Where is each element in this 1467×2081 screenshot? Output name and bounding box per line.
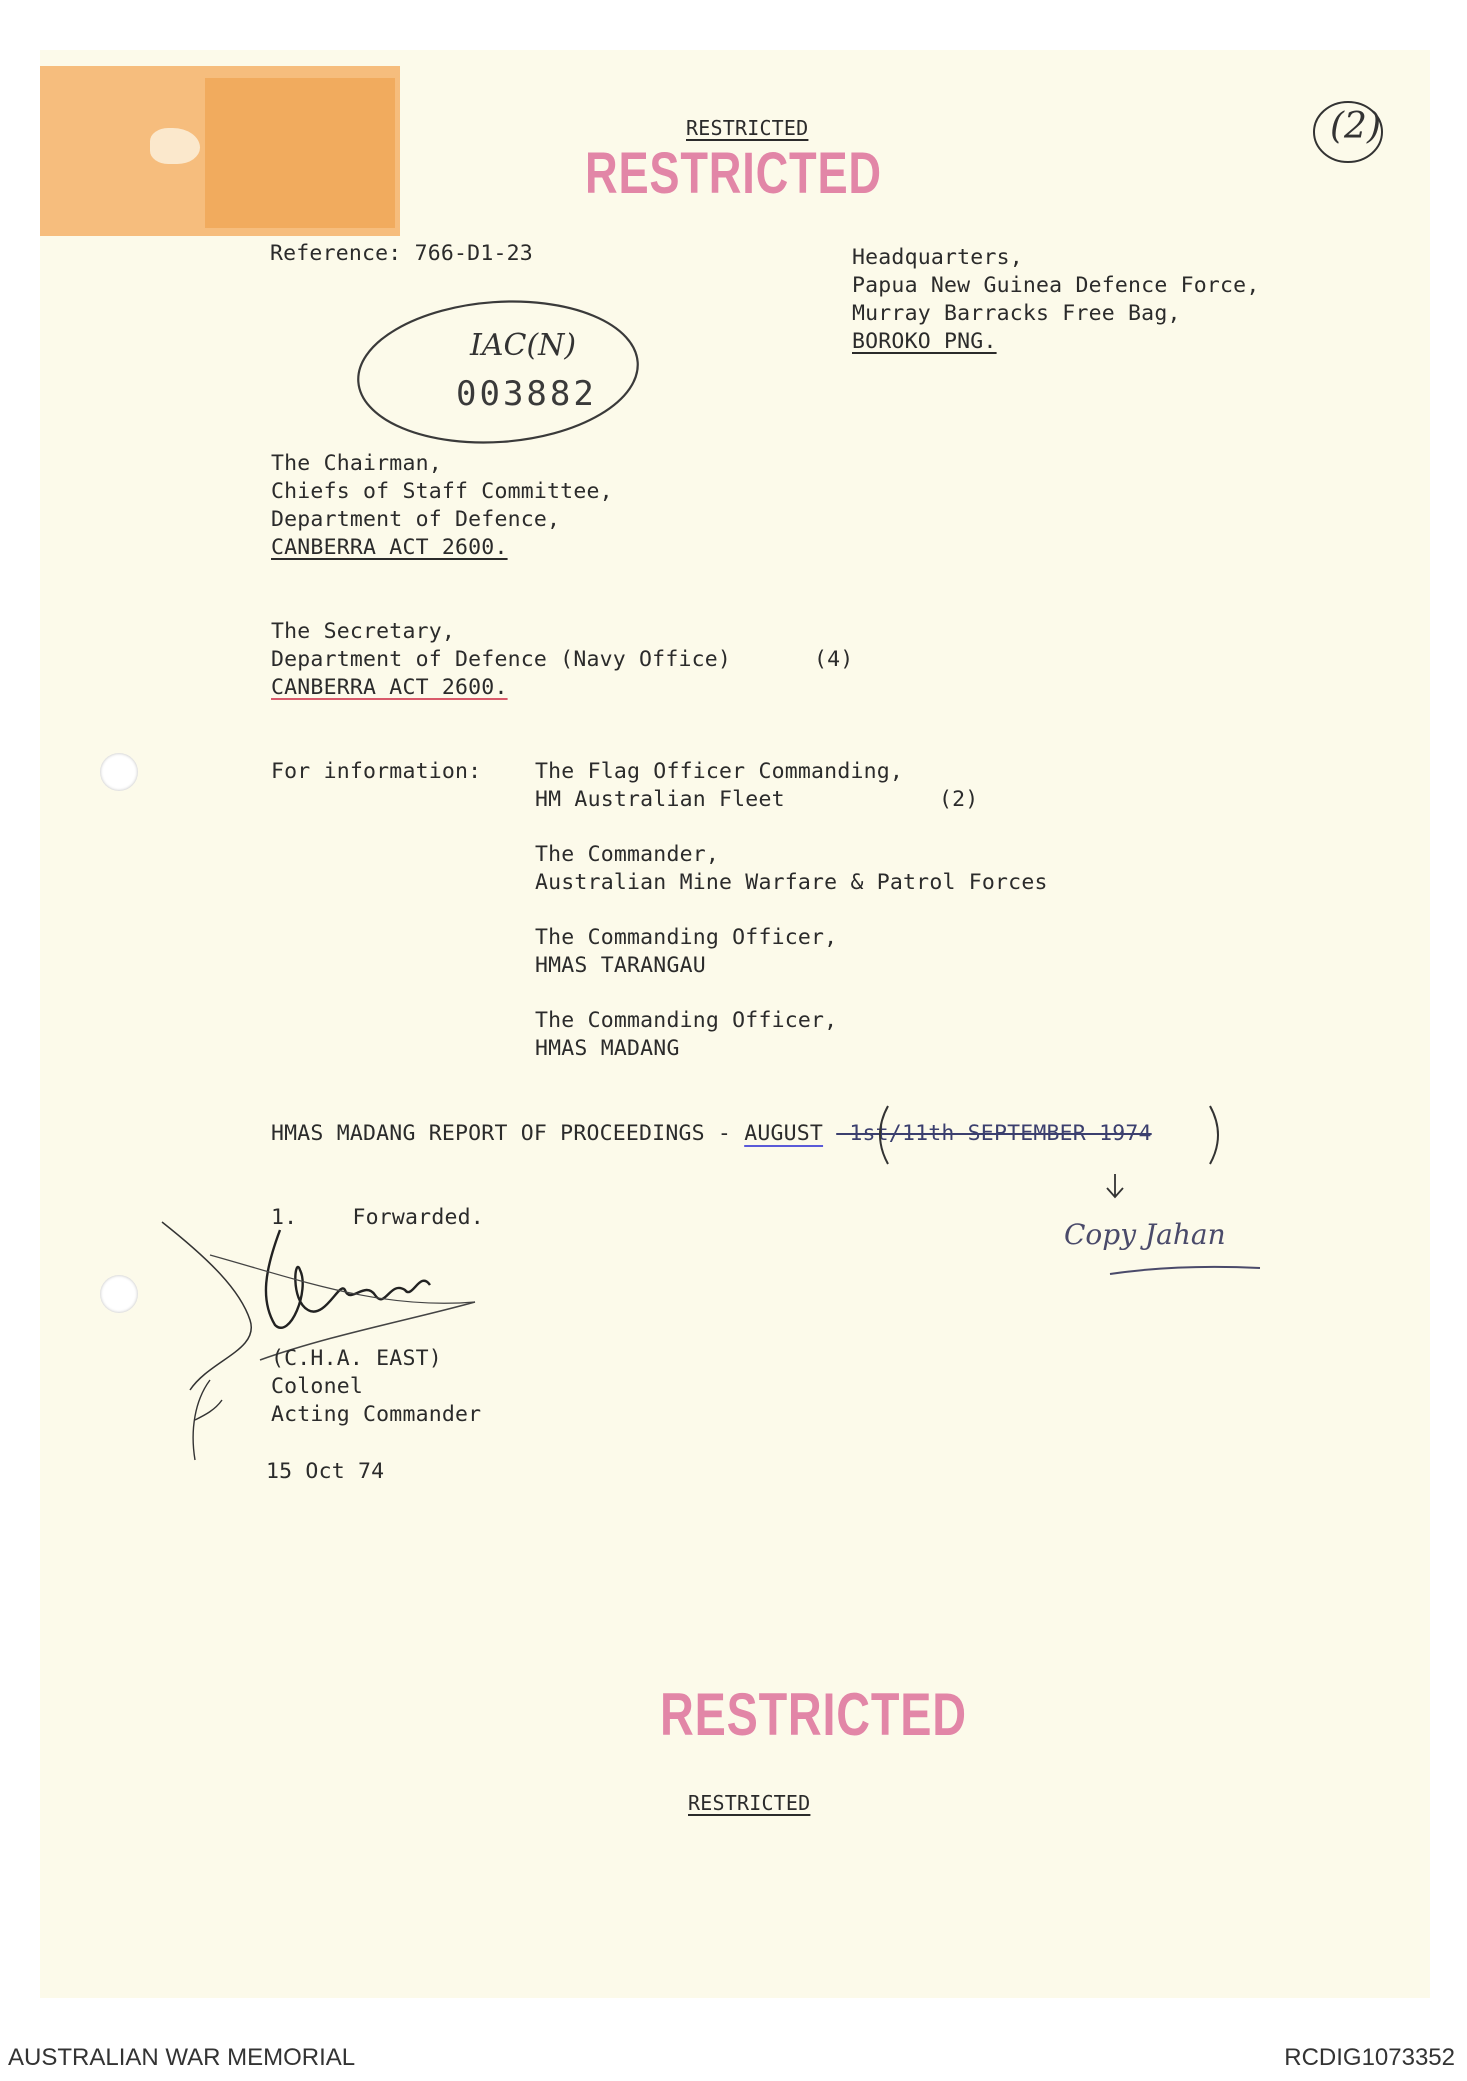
info-recipient-line: The Commanding Officer, xyxy=(535,925,838,950)
info-recipient-fleet-copies: (2) xyxy=(939,787,979,812)
signature-rank: Colonel xyxy=(271,1374,364,1399)
signature-title: Acting Commander xyxy=(271,1402,482,1427)
info-recipient-line: HMAS MADANG xyxy=(535,1036,680,1061)
restricted-stamp-top: RESTRICTED xyxy=(585,141,882,206)
classification-bottom: RESTRICTED xyxy=(688,1791,811,1815)
info-recipient-line: The Commander, xyxy=(535,842,720,867)
classification-top: RESTRICTED xyxy=(686,116,809,140)
addressee-line: CANBERRA ACT 2600. xyxy=(271,535,508,560)
punch-hole-lower xyxy=(100,1275,138,1313)
reference-value: 766-D1-23 xyxy=(414,241,533,266)
subject-prefix: HMAS MADANG REPORT OF PROCEEDINGS - xyxy=(271,1121,745,1146)
page-mark: (2) xyxy=(1330,106,1381,147)
info-recipient-line: The Commanding Officer, xyxy=(535,1008,838,1033)
adhesive-tape-overlap xyxy=(205,78,395,228)
footer-right: RCDIG1073352 xyxy=(1284,2044,1455,2071)
info-recipient-line: Australian Mine Warfare & Patrol Forces xyxy=(535,870,1048,895)
info-recipient-line: The Flag Officer Commanding, xyxy=(535,759,904,784)
sender-line: Murray Barracks Free Bag, xyxy=(852,301,1181,326)
punch-hole-upper xyxy=(100,753,138,791)
addressee-line: Department of Defence (Navy Office) xyxy=(271,647,732,672)
document-date: 15 Oct 74 xyxy=(266,1459,385,1484)
info-recipient-line: HMAS TARANGAU xyxy=(535,953,706,978)
sender-line: BOROKO PNG. xyxy=(852,329,997,354)
registry-handwritten: IAC(N) xyxy=(470,328,577,363)
paragraph-text: Forwarded. xyxy=(352,1205,484,1230)
addressee-secretary-copies: (4) xyxy=(814,647,854,672)
info-recipient-line: HM Australian Fleet xyxy=(535,787,785,812)
signature-name: (C.H.A. EAST) xyxy=(271,1346,442,1371)
reference-label: Reference: xyxy=(270,241,402,266)
paragraph-number: 1. xyxy=(271,1205,298,1230)
sender-line: Headquarters, xyxy=(852,245,1023,270)
footer-left: AUSTRALIAN WAR MEMORIAL xyxy=(8,2044,356,2071)
down-arrow-icon xyxy=(1100,1172,1130,1202)
registry-oval-icon xyxy=(350,292,650,452)
addressee-line: The Chairman, xyxy=(271,451,442,476)
tape-tear xyxy=(150,128,200,164)
note-underline-icon xyxy=(1108,1260,1263,1280)
signature-icon xyxy=(150,1210,490,1470)
reference-line xyxy=(270,241,533,266)
struck-bracket-icon xyxy=(870,1100,1230,1170)
registry-number: 003882 xyxy=(456,374,597,414)
restricted-stamp-bottom: RESTRICTED xyxy=(660,1681,967,1748)
for-information-label: For information: xyxy=(271,759,482,784)
addressee-line: Department of Defence, xyxy=(271,507,561,532)
subject-month: AUGUST xyxy=(744,1121,824,1146)
addressee-line: CANBERRA ACT 2600. xyxy=(271,675,508,700)
handwritten-note: Copy Jahan xyxy=(1064,1218,1226,1251)
addressee-line: Chiefs of Staff Committee, xyxy=(271,479,613,504)
subject-struck: -1st/11th SEPTEMBER 1974 xyxy=(836,1121,1152,1146)
addressee-line: The Secretary, xyxy=(271,619,456,644)
sender-line: Papua New Guinea Defence Force, xyxy=(852,273,1260,298)
